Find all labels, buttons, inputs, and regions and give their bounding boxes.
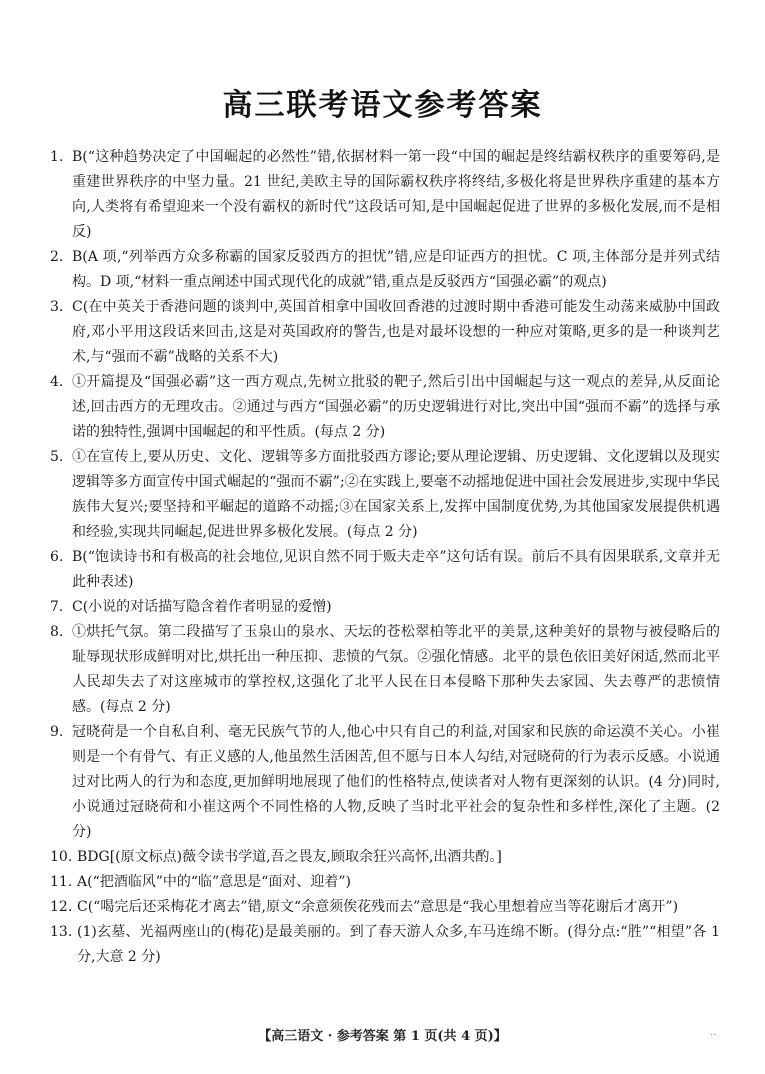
- item-text: C(小说的对话描写隐含着作者明显的爱憎): [72, 599, 332, 615]
- item-number: 2.: [50, 249, 64, 265]
- answer-item-8: [50, 620, 720, 720]
- answer-item-1: [50, 145, 720, 245]
- item-number: 12.: [50, 899, 73, 915]
- answer-item-13: [50, 920, 720, 970]
- answer-item-6: [50, 545, 720, 595]
- page-title: 高三联考语文参考答案: [222, 88, 543, 123]
- item-text: B(“饱读诗书和有极高的社会地位,见识自然不同于贩夫走卒”这句话有误。前后不具有因果联系,文章并无此种表述): [72, 549, 720, 590]
- item-number: 9.: [50, 724, 64, 740]
- answer-item-7: [50, 595, 720, 620]
- item-text: B(“这种趋势决定了中国崛起的必然性”错,依据材料一第一段“中国的崛起是终结霸权秩序的重要筹码,是重建世界秩序的中坚力量。21 世纪,美欧主导的国际霸权秩序将终结,多极化将是世界秩序重建的基本方向,人类将有希望迎来一个没有霸权的新时代”这段话可知,是中国崛起促进了世界的多极化发展,而不是相反): [72, 149, 720, 240]
- answer-item-2: [50, 245, 720, 295]
- item-number: 11.: [50, 874, 73, 890]
- item-number: 10.: [50, 849, 73, 865]
- item-text: A(“把酒临风”中的“临”意思是“面对、迎着”): [77, 874, 351, 890]
- answer-item-12: [50, 895, 720, 920]
- item-text: ①烘托气氛。第二段描写了玉泉山的泉水、天坛的苍松翠柏等北平的美景,这种美好的景物与被侵略后的耻辱现状形成鲜明对比,烘托出一种压抑、悲愤的气氛。②强化情感。北平的景色依旧美好闲适,然而北平人民却失去了对这座城市的掌控权,这强化了北平人民在日本侵略下那种失去家园、失去尊严的悲愤情感。(每点 2 分): [72, 624, 720, 715]
- item-text: ①开篇提及“国强必霸”这一西方观点,先树立批驳的靶子,然后引出中国崛起与这一观点的差异,从反面论述,回击西方的无理攻击。②通过与西方“国强必霸”的历史逻辑进行对比,突出中国“强而不霸”的选择与承诺的独特性,强调中国崛起的和平性质。(每点 2 分): [72, 374, 720, 440]
- item-text: ①在宣传上,要从历史、文化、逻辑等多方面批驳西方谬论;要从理论逻辑、历史逻辑、文化逻辑以及现实逻辑等多方面宣传中国式崛起的“强而不霸”;②在实践上,要毫不动摇地促进中国社会发展进步,实现中华民族伟大复兴;要坚持和平崛起的道路不动摇;③在国家关系上,发挥中国制度优势,为其他国家发展提供机遇和经验,实现共同崛起,促进世界多极化发展。(每点 2 分): [72, 449, 720, 540]
- answer-item-11: [50, 870, 720, 895]
- answer-item-9: [50, 720, 720, 845]
- item-number: 13.: [50, 924, 73, 940]
- item-text: C(在中英关于香港问题的谈判中,英国首相拿中国收回香港的过渡时期中香港可能发生动荡来威胁中国政府,邓小平用这段话来回击,这是对英国政府的警告,也是对最坏设想的一种应对策略,更多的是一种谈判艺术,与“强而不霸”战略的关系不大): [72, 299, 720, 365]
- answer-item-4: [50, 370, 720, 445]
- footer-dots: ‥: [710, 1027, 717, 1038]
- item-text: C(“喝完后还采梅花才离去”错,原文“余意须俟花残而去”意思是“我心里想着应当等花谢后才离开”): [77, 899, 679, 915]
- item-number: 8.: [50, 624, 64, 640]
- answer-item-5: [50, 445, 720, 545]
- item-number: 7.: [50, 599, 64, 615]
- item-number: 3.: [50, 299, 64, 315]
- answer-list: [50, 145, 720, 970]
- item-number: 4.: [50, 374, 64, 390]
- item-text: B(A 项,“列举西方众多称霸的国家反驳西方的担忧”错,应是印证西方的担忧。C 项,主体部分是并列式结构。D 项,“材料一重点阐述中国式现代化的成就”错,重点是反驳西方“国强必霸”的观点): [72, 249, 720, 290]
- item-number: 5.: [50, 449, 64, 465]
- item-number: 1.: [50, 149, 64, 165]
- item-number: 6.: [50, 549, 64, 565]
- page-footer: 【高三语文 · 参考答案 第 1 页(共 4 页)】: [258, 1029, 507, 1044]
- item-text: (1)玄墓、光福两座山的(梅花)是最美丽的。到了春天游人众多,车马连绵不断。(得分点:“胜”“相望”各 1 分,大意 2 分): [77, 924, 720, 965]
- item-text: 冠晓荷是一个自私自利、毫无民族气节的人,他心中只有自己的利益,对国家和民族的命运漠不关心。小崔则是一个有骨气、有正义感的人,他虽然生活困苦,但不愿与日本人勾结,对冠晓荷的行为表示反感。小说通过对比两人的行为和态度,更加鲜明地展现了他们的性格特点,使读者对人物有更深刻的认识。(4 分)同时,小说通过冠晓荷和小崔这两个不同性格的人物,反映了当时北平社会的复杂性和多样性,深化了主题。(2 分): [72, 724, 720, 840]
- item-text: BDG[(原文标点)薇令读书学道,吾之畏友,顾取余狂兴高怀,出酒共酌。]: [77, 849, 502, 865]
- answer-item-3: [50, 295, 720, 370]
- answer-item-10: [50, 845, 720, 870]
